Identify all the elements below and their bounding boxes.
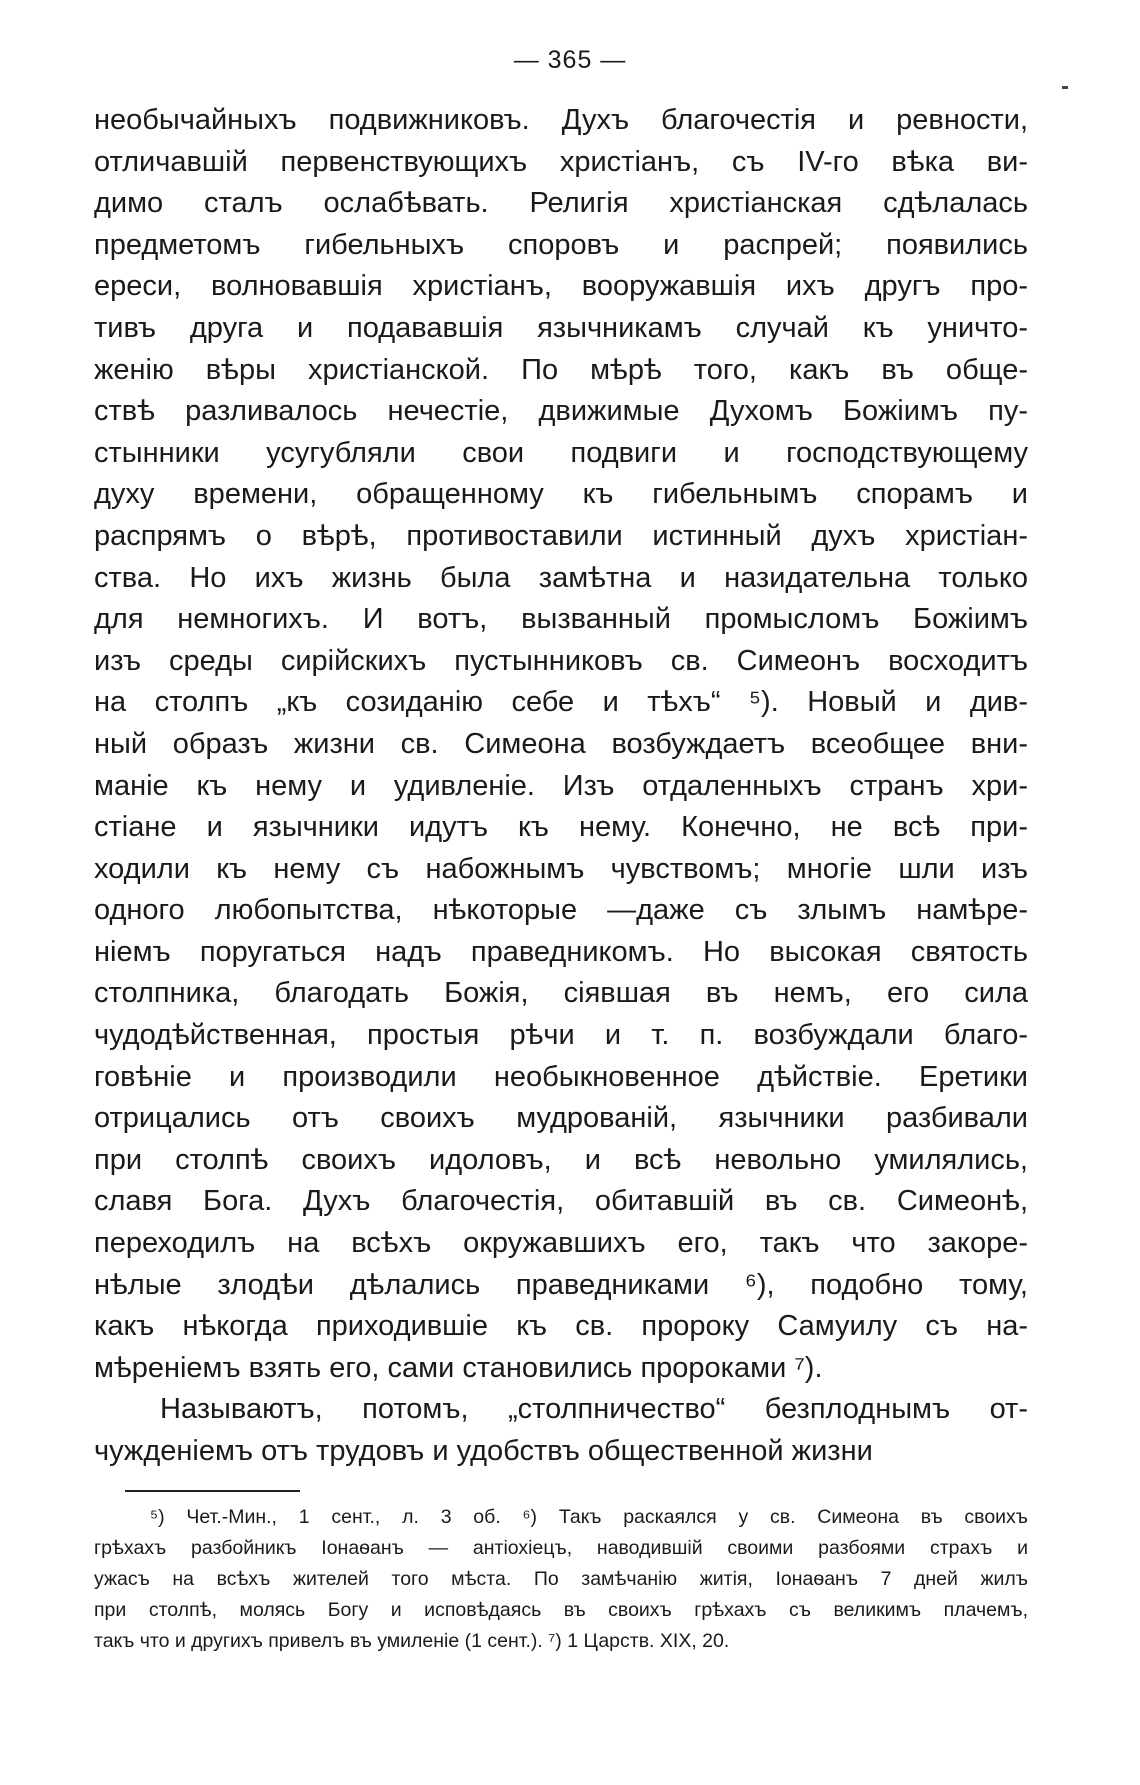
body-line: для немногихъ. И вотъ, вызванный промысломъ Божіимъ — [94, 603, 1028, 636]
body-line: при столпѣ своихъ идоловъ, и всѣ невольно умилялись, — [94, 1143, 1028, 1176]
footnote-line: при столпѣ, молясь Богу и исповѣдаясь въ своихъ грѣхахъ съ великимъ плачемъ, — [94, 1599, 1028, 1621]
body-line: мѣреніемъ взять его, сами становились пророками ⁷). — [94, 1351, 823, 1384]
body-line: нѣлые злодѣи дѣлались праведниками ⁶), подобно тому, — [94, 1268, 1028, 1301]
body-line: переходилъ на всѣхъ окружавшихъ его, такъ что закоре- — [94, 1227, 1028, 1260]
body-line: столпника, благодать Божія, сіявшая въ немъ, его сила — [94, 977, 1028, 1010]
body-line: женію вѣры христіанской. По мѣрѣ того, какъ въ обще- — [94, 353, 1028, 386]
body-line: ства. Но ихъ жизнь была замѣтна и назидательна только — [94, 561, 1028, 594]
body-line: Называютъ, потомъ, „столпничество“ безплоднымъ от- — [160, 1393, 1028, 1426]
body-line: духу времени, обращенному къ гибельнымъ спорамъ и — [94, 478, 1028, 511]
footnote-separator — [125, 1490, 300, 1492]
page-number: — 365 — — [513, 46, 627, 74]
body-line: необычайныхъ подвижниковъ. Духъ благочестія и ревности, — [94, 104, 1028, 136]
footnote-line: ужасъ на всѣхъ жителей того мѣста. По замѣчанію житія, Іонаѳанъ 7 дней жилъ — [94, 1568, 1028, 1590]
stray-ink-mark — [1062, 86, 1068, 89]
body-line: маніе къ нему и удивленіе. Изъ отдаленныхъ странъ хри- — [94, 769, 1028, 802]
body-line: чужденіемъ отъ трудовъ и удобствъ общественной жизни — [94, 1435, 873, 1467]
body-line: ереси, волновавшія христіанъ, вооружавшія ихъ другъ про- — [94, 270, 1028, 303]
body-line: ный образъ жизни св. Симеона возбуждаетъ всеобщее вни- — [94, 727, 1028, 760]
body-line: на столпъ „къ созиданію себе и тѣхъ“ ⁵). Новый и див- — [94, 686, 1028, 719]
body-line: стынники усугубляли свои подвиги и господствующему — [94, 436, 1028, 469]
footnote-line: грѣхахъ разбойникъ Іонаѳанъ — антіохіецъ, наводившій своими разбоями страхъ и — [94, 1537, 1028, 1559]
body-text — [94, 100, 1028, 1473]
body-line: отличавшій первенствующихъ христіанъ, съ IV-го вѣка ви- — [94, 145, 1028, 178]
body-line: чудодѣйственная, простыя рѣчи и т. п. возбуждали благо- — [94, 1019, 1028, 1052]
body-line: говѣніе и производили необыкновенное дѣйствіе. Еретики — [94, 1060, 1028, 1093]
body-line: изъ среды сирійскихъ пустынниковъ св. Симеонъ восходитъ — [94, 644, 1028, 677]
body-line: какъ нѣкогда приходившіе къ св. пророку Самуилу съ на- — [94, 1310, 1028, 1343]
body-line: ходили къ нему съ набожнымъ чувствомъ; многіе шли изъ — [94, 852, 1028, 885]
footnote-line: ⁵) Чет.-Мин., 1 сент., л. 3 об. ⁶) Такъ раскаялся у св. Симеона въ своихъ — [150, 1506, 1028, 1528]
body-line: распрямъ о вѣрѣ, противоставили истинный духъ христіан- — [94, 519, 1028, 552]
body-line: стіане и язычники идутъ къ нему. Конечно, не всѣ при- — [94, 811, 1028, 844]
body-line: ніемъ поругаться надъ праведникомъ. Но высокая святость — [94, 935, 1028, 968]
footnotes — [94, 1502, 1028, 1657]
footnote-line: такъ что и другихъ привелъ въ умиленіе (1 сент.). ⁷) 1 Царств. XIX, 20. — [94, 1630, 730, 1652]
body-line: отрицались отъ своихъ мудрованій, язычники разбивали — [94, 1102, 1028, 1135]
body-line: предметомъ гибельныхъ споровъ и распрей; появились — [94, 228, 1028, 261]
body-line: одного любопытства, нѣкоторые —даже съ злымъ намѣре- — [94, 894, 1028, 927]
body-line: тивъ друга и подававшія язычникамъ случай къ уничто- — [94, 311, 1028, 344]
body-line: славя Бога. Духъ благочестія, обитавшій въ св. Симеонѣ, — [94, 1185, 1028, 1218]
body-line: димо сталъ ослабѣвать. Религія христіанская сдѣлалась — [94, 187, 1028, 220]
body-line: ствѣ разливалось нечестіе, движимые Духомъ Божіимъ пу- — [94, 395, 1028, 428]
